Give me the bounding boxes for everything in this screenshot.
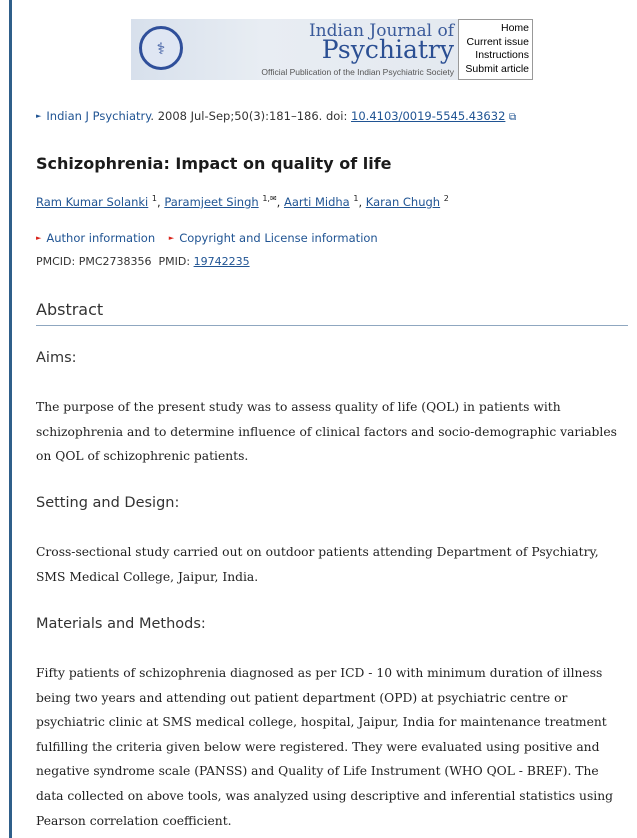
author-affiliation[interactable]: 1,✉ [262, 194, 277, 203]
toggle-label: Author information [46, 231, 156, 245]
citation [36, 109, 516, 123]
author-link[interactable]: Paramjeet Singh [164, 194, 259, 209]
abstract-heading: Abstract [36, 300, 628, 326]
society-seal-icon: ⚕ [139, 26, 183, 70]
triangle-icon: ► [36, 112, 42, 120]
nav-instructions[interactable]: Instructions [475, 49, 529, 61]
triangle-icon: ► [36, 234, 42, 242]
author-affiliation: 1 [151, 194, 158, 203]
left-border [9, 0, 12, 838]
info-toggles [36, 231, 378, 245]
section-text: The purpose of the present study was to assess quality of life (QOL) in patients with schizophrenia and to determine influence of clinical factors and socio-demographic variables on QOL of schizophrenic patients. [36, 400, 617, 464]
journal-subtitle: Official Publication of the Indian Psychiatric Society [261, 67, 455, 77]
citation-details: . 2008 Jul-Sep;50(3):181–186. doi: [150, 109, 352, 123]
journal-nav [458, 19, 533, 80]
doi-link[interactable]: 10.4103/0019-5545.43632 [351, 109, 506, 123]
journal-link[interactable]: Indian J Psychiatry [46, 109, 151, 123]
journal-banner [131, 19, 533, 80]
author-link[interactable]: Aarti Midha [283, 194, 350, 209]
journal-title-line2: Psychiatry [321, 35, 455, 64]
triangle-icon: ► [168, 234, 175, 242]
pmid-label: PMID: [158, 255, 194, 268]
section-text: Cross-sectional study carried out on outdoor patients attending Department of Psychiatry, SMS Medical College, Jaipur, India. [36, 545, 599, 584]
section-heading: Setting and Design: [36, 495, 180, 511]
journal-title-line1: Indian Journal of [308, 21, 455, 41]
journal-logo[interactable] [131, 19, 458, 80]
section-text: Fifty patients of schizophrenia diagnosed as per ICD - 10 with minimum duration of illness being two years and attending out patient department (OPD) at psychiatric centre or psychiatric clinic at SMS medical college, hospital, Jaipur, India for maintenance treatment fulfilling the criteria given below were registered. They were evaluated using positive and negative syndrome scale (PANSS) and Quality of Life Instrument (WHO QOL - BREF). The data collected on above tools, was analyzed using descriptive and inferential statistics using Pearson correlation coefficient. [36, 666, 613, 828]
author-affiliation: 2 [443, 194, 449, 203]
author-link[interactable]: Karan Chugh [365, 194, 441, 209]
author-list: Ram Kumar Solanki $^1$, Paramjeet Singh $^{1,✉}$, Aarti Midha $^1$, Karan Chugh $^2$ [36, 194, 449, 209]
article-title: Schizophrenia: Impact on quality of life [36, 154, 392, 173]
nav-submit-article[interactable]: Submit article [465, 62, 529, 75]
article-ids [36, 255, 250, 268]
author-information-toggle[interactable] [36, 231, 155, 245]
section-heading: Materials and Methods: [36, 616, 206, 632]
author-affiliation: 1 [353, 194, 359, 203]
nav-current-issue[interactable]: Current issue [466, 35, 529, 48]
pmcid: PMCID: PMC2738356 [36, 255, 152, 268]
nav-home[interactable]: Home [500, 22, 529, 34]
pmid-link[interactable]: 19742235 [193, 255, 250, 268]
copyright-toggle[interactable] [169, 231, 378, 245]
toggle-label: Copyright and License information [179, 231, 378, 245]
author-link[interactable]: Ram Kumar Solanki [36, 194, 149, 209]
section-heading: Aims: [36, 350, 77, 366]
external-link-icon: ⧉ [509, 112, 517, 123]
